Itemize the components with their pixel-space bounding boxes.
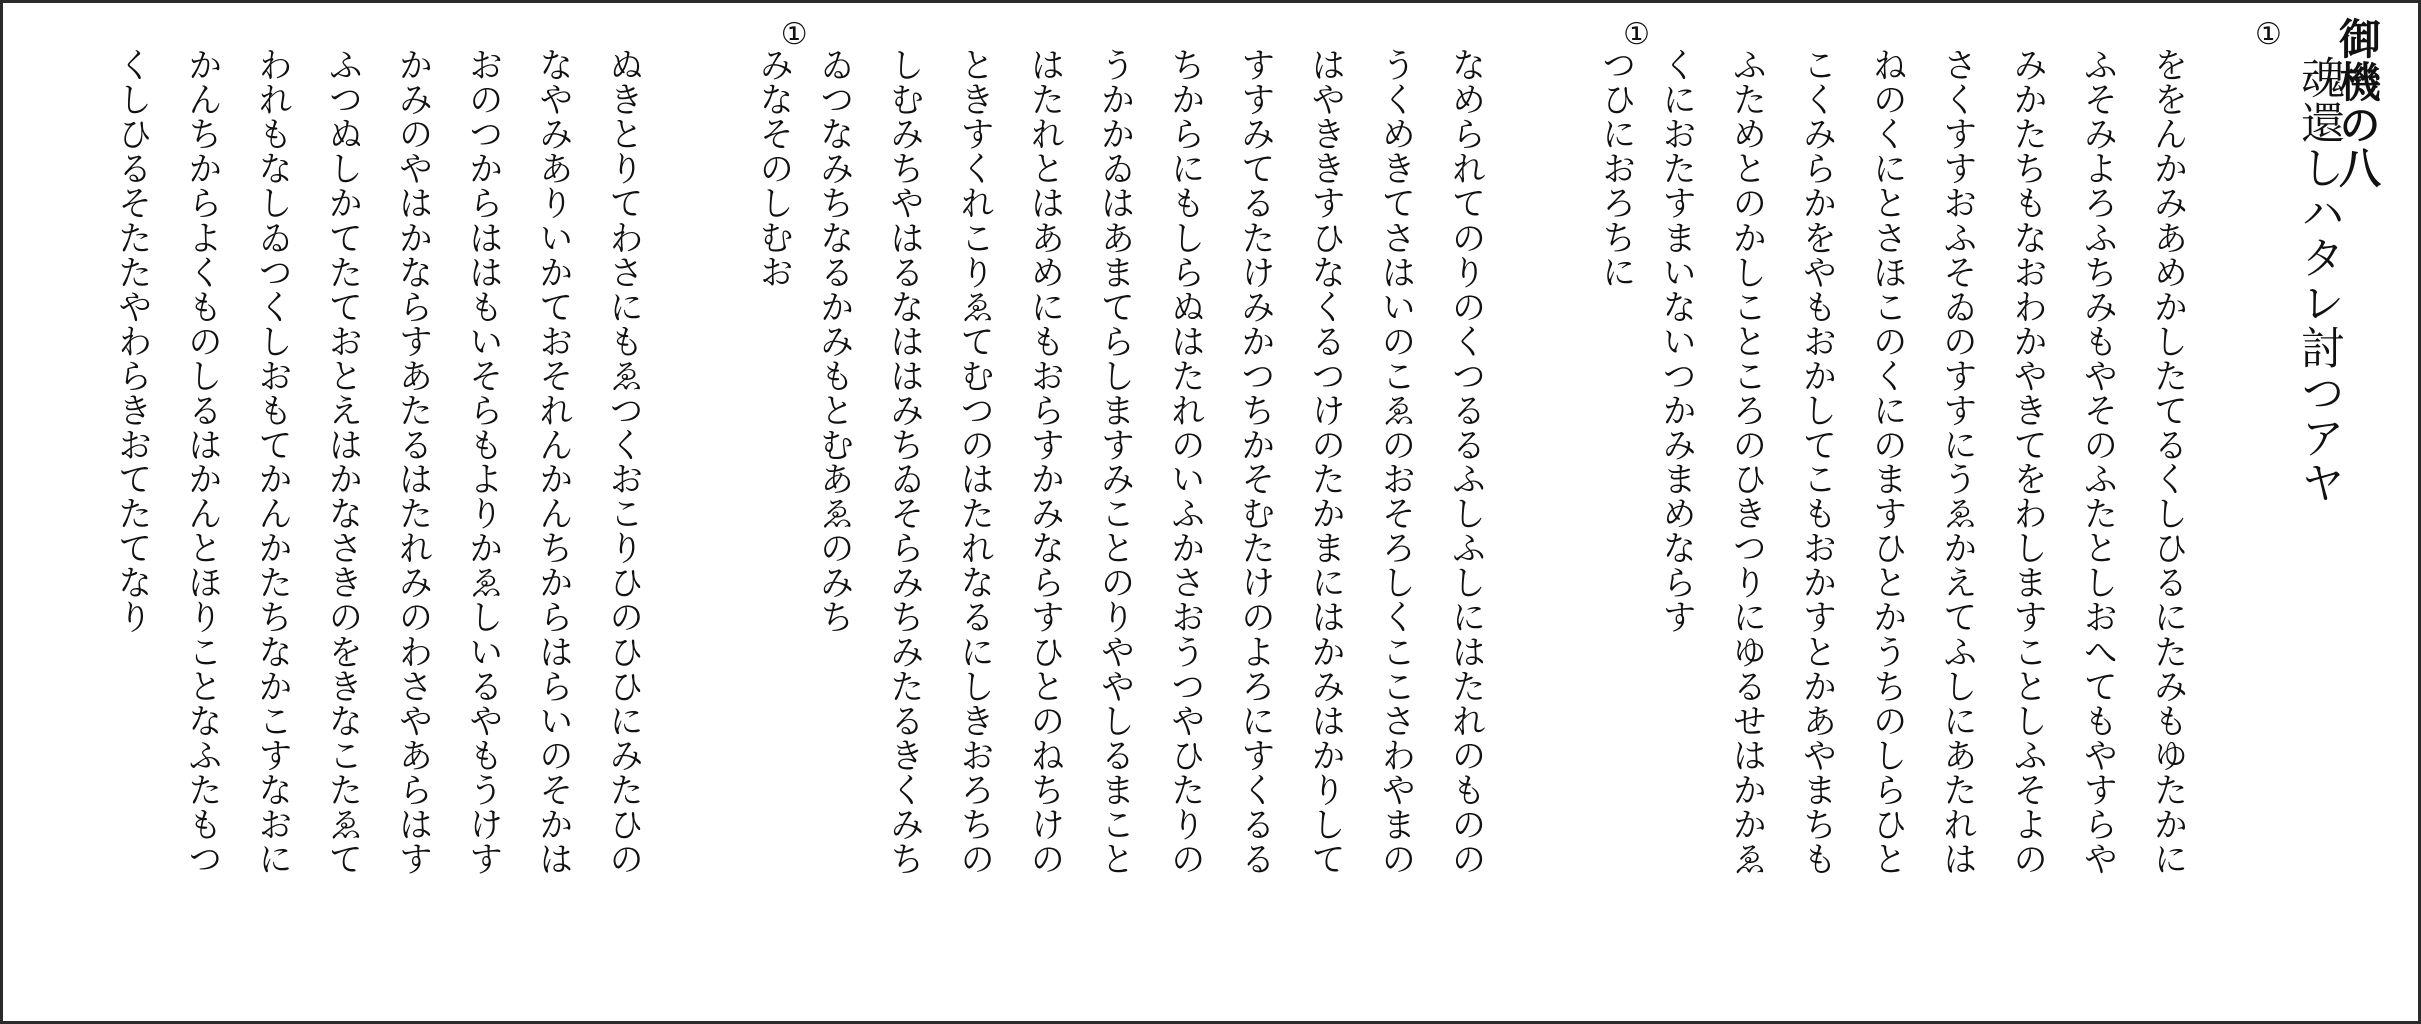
verse-phrase: ふそゐのすすに <box>1936 219 1977 461</box>
verse-phrase: ひなくるつけの <box>1304 219 1345 461</box>
verse-phrase: ふたとしお <box>2076 461 2117 634</box>
verse-phrase: わさにもゑつく <box>602 219 643 461</box>
verse-phrase: くしひるそ <box>111 47 152 220</box>
verse-phrase: おそろしく <box>1374 461 1415 634</box>
verse-phrase: なるかみもとむ <box>813 219 854 461</box>
verse-phrase: とかあやまちも <box>1796 633 1836 875</box>
verse-phrase: かんかたち <box>251 461 292 634</box>
verse-line <box>1595 47 1636 289</box>
verse-phrase: ゐつなみち <box>813 47 854 220</box>
verse-phrase: ゆるせはかかゑ <box>1725 633 1766 875</box>
verse-phrase: おこりひの <box>602 461 643 634</box>
verse-phrase: ときすくれ <box>953 47 994 220</box>
verse-phrase: いふかさお <box>1164 461 1205 634</box>
verse-phrase: かなさきの <box>321 461 362 634</box>
verse-phrase: ひとのねちけの <box>1023 633 1064 875</box>
verse-phrase: ははもいそらも <box>462 219 503 461</box>
verse-phrase: よりかゑし <box>462 461 503 634</box>
verse-phrase: ことなふたもつ <box>181 633 222 875</box>
verse-phrase: ややしるまこと <box>1094 633 1134 875</box>
verse-phrase: みことのり <box>1094 461 1134 634</box>
verse-phrase: うゑかえて <box>1936 461 1977 634</box>
verse-phrase: ねのくにと <box>1866 47 1907 220</box>
verse-phrase: ふつぬしか <box>321 47 362 220</box>
verse-phrase: をきなこたゑて <box>321 633 362 875</box>
verse-phrase: かみのやは <box>392 47 432 220</box>
verse-phrase: かみならす <box>1023 461 1064 634</box>
section-marker: ① <box>1619 17 1655 52</box>
verse-phrase: をやもおかして <box>1796 219 1836 461</box>
verse-phrase: かしこところの <box>1725 219 1766 461</box>
verse-phrase: あめにもおらす <box>1023 219 1064 461</box>
verse-phrase: わさやあらはす <box>392 633 432 875</box>
verse-phrase: なめられて <box>1445 47 1485 220</box>
chapter-title: 御機の八 <box>2333 17 2382 189</box>
verse-phrase: おのつから <box>462 47 503 220</box>
verse-line <box>813 47 931 634</box>
verse-phrase: しむみちや <box>883 47 924 220</box>
verse-phrase: こもおかす <box>1796 461 1836 634</box>
verse-phrase: ゐつくしおもて <box>251 219 292 461</box>
verse-phrase: ふためとの <box>1725 47 1766 220</box>
verse-phrase: さほこのくにの <box>1866 219 1907 461</box>
verse-phrase: ちからにも <box>1164 47 1205 220</box>
verse-phrase: ふしにあたれは <box>1936 633 1977 875</box>
verse-phrase: よろにすくるる <box>1234 633 1275 875</box>
verse-phrase: たみもゆたかに <box>2147 633 2187 875</box>
verse-phrase: しらぬはたれの <box>1164 219 1205 461</box>
verse-phrase: くにおたす <box>1655 47 1696 220</box>
verse-phrase: ここさわやまの <box>1374 633 1415 875</box>
verse-phrase: ぬきとりて <box>602 47 643 220</box>
verse-phrase: みかたちも <box>2006 47 2047 220</box>
verse-phrase: ことしふそよの <box>2006 633 2047 875</box>
verse-phrase: いかておそれん <box>532 219 573 461</box>
verse-phrase: はらいのそかは <box>532 633 573 875</box>
verse-phrase: ふちみもやその <box>2076 219 2117 461</box>
verse-phrase: あめかしたてる <box>2147 219 2187 461</box>
verse-line <box>752 47 793 289</box>
verse-phrase: のりのくつるる <box>1445 219 1485 461</box>
section-marker: ① <box>2250 17 2286 52</box>
verse-phrase: へてもやすらや <box>2076 633 2117 875</box>
verse-phrase: くしひるに <box>2147 461 2187 634</box>
verse-line <box>111 47 229 634</box>
verse-phrase: そむたけの <box>1234 461 1275 634</box>
verse-phrase: いるやもうけす <box>462 633 503 875</box>
verse-phrase: こくみらか <box>1796 47 1836 220</box>
verse-phrase: ますひとか <box>1866 461 1907 634</box>
verse-phrase: なかこすなおに <box>251 633 292 875</box>
verse-phrase: あまてらします <box>1094 219 1134 461</box>
verse-phrase: かみはかりして <box>1304 633 1345 875</box>
verse-phrase: にしきおろちの <box>953 633 994 875</box>
verse-phrase: あゑのみち <box>813 461 854 634</box>
verse-phrase: すすみてる <box>1234 47 1275 220</box>
verse-phrase: ををんかみ <box>2147 47 2187 220</box>
verse-phrase: はやききす <box>1304 47 1345 220</box>
verse-phrase: てたておとえは <box>321 219 362 461</box>
verse-phrase: かんちから <box>181 47 222 220</box>
verse-phrase: かならすあたる <box>392 219 432 461</box>
verse-phrase: はたれのものの <box>1445 633 1485 875</box>
verse-phrase: たけみかつちか <box>1234 219 1275 461</box>
verse-phrase: はるなははみち <box>883 219 924 461</box>
verse-phrase: はたれなる <box>953 461 994 634</box>
verse-phrase: まめならす <box>1655 461 1696 634</box>
section-marker: ① <box>776 17 812 52</box>
verse-phrase: ふしふしに <box>1445 461 1485 634</box>
verse-phrase: うかかゐは <box>1094 47 1134 220</box>
verse-phrase: こりゑてむつの <box>953 219 994 461</box>
verse-phrase: かんちから <box>532 461 573 634</box>
verse-phrase: たたやわらきお <box>111 219 152 461</box>
verse-phrase: まいないつかみ <box>1655 219 1696 461</box>
verse-phrase: よくものしるは <box>181 219 222 461</box>
verse-phrase: ふそみよろ <box>2076 47 2117 220</box>
verse-phrase: さはいのこゑの <box>1374 219 1415 461</box>
verse-phrase: うちのしらひと <box>1866 633 1907 875</box>
verse-phrase: てたてなり <box>111 461 152 634</box>
verse-phrase: ひひにみたひの <box>602 633 643 875</box>
verse-phrase: みなそのしむお <box>752 47 793 289</box>
verse-phrase: はたれとは <box>1023 47 1064 220</box>
verse-phrase: うつやひたりの <box>1164 633 1205 875</box>
verse-phrase: つひにおろちに <box>1595 47 1636 289</box>
verse-phrase: さくすすお <box>1936 47 1977 220</box>
verse-phrase: なやみあり <box>532 47 573 220</box>
verse-phrase: みたるきくみち <box>883 633 924 875</box>
verse-phrase: はたれみの <box>392 461 432 634</box>
chapter-subtitle: 魂還しハタレ討つアヤ <box>2293 55 2344 505</box>
verse-phrase: ゐそらみち <box>883 461 924 634</box>
verse-phrase: ひきつりに <box>1725 461 1766 634</box>
verse-phrase: たかまには <box>1304 461 1345 634</box>
verse-line <box>1655 47 1773 634</box>
verse-phrase: なおわかやきて <box>2006 219 2047 461</box>
verse-phrase: われもなし <box>251 47 292 220</box>
verse-phrase: かんとほり <box>181 461 222 634</box>
verse-phrase: うくめきて <box>1374 47 1415 220</box>
verse-phrase: をわします <box>2006 461 2047 634</box>
